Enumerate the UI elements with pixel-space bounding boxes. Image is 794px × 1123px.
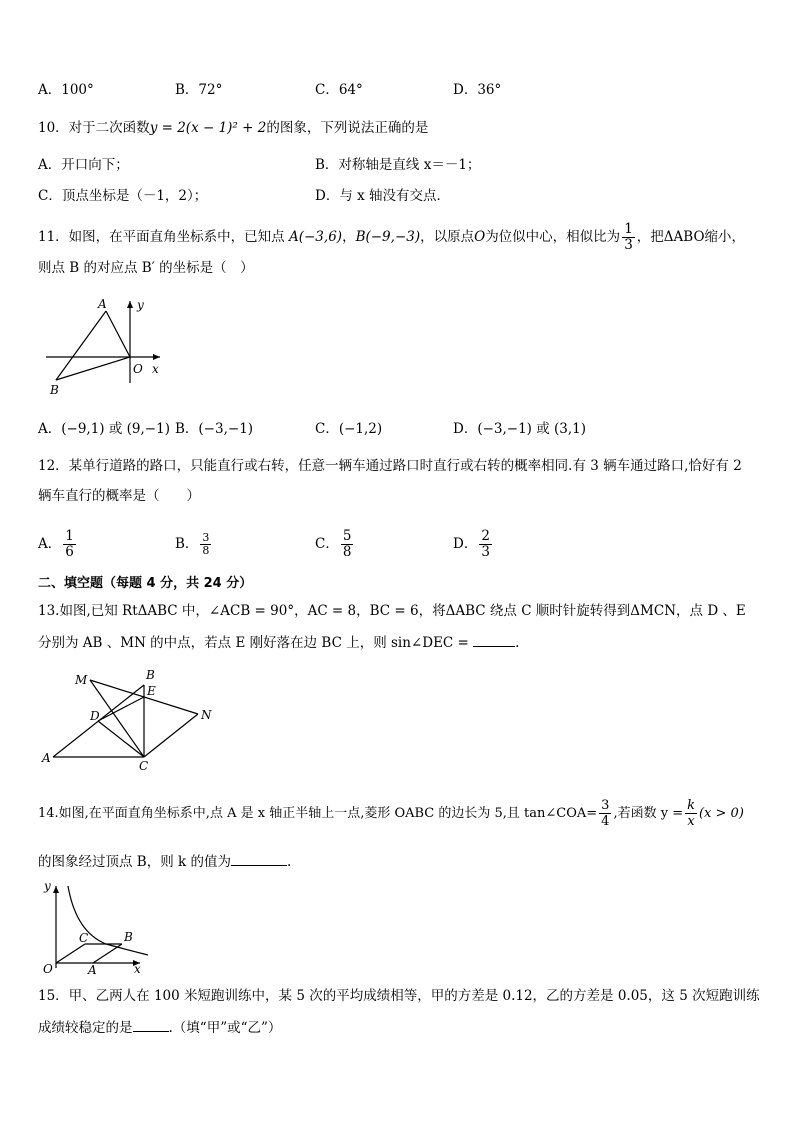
q14-period: . [286, 854, 292, 870]
q13-text: 分别为 AB 、MN 的中点，若点 E 刚好落在边 BC 上，则 sin∠DEC = [38, 635, 469, 651]
q12-option-c-num: 5 [342, 528, 352, 544]
q11-stem-line2: 则点 B 的对应点 B′ 的坐标是（ ） [38, 260, 254, 276]
q12-option-d-label: D． [453, 536, 478, 552]
q13-label-m: M [75, 673, 88, 687]
q11-segment-ab [56, 311, 106, 380]
q14-function-num: k [687, 798, 695, 813]
q13-stem-line2 [38, 632, 519, 653]
q13-label-n: N [201, 708, 212, 722]
q10-formula: y = 2(x − 1)² + 2 [149, 120, 267, 136]
q11-option-b: B．(−3,−1) [175, 421, 254, 437]
q11-ratio-num: 1 [624, 221, 633, 237]
q14-tan-den: 4 [601, 814, 610, 829]
q10-prefix: 10．对于二次函数 [38, 120, 150, 136]
q11-label-a: A [98, 297, 107, 311]
q10-option-d: D．与 x 轴没有交点． [315, 188, 451, 204]
q12-option-b-label: B． [175, 536, 199, 552]
q12-option-b-fraction [200, 532, 211, 557]
q12-option-a-label: A． [38, 536, 62, 552]
q13-segment-cn [144, 714, 198, 757]
q13-stem-line1: 13.如图,已知 RtΔABC 中，∠ACB = 90°，AC = 8，BC = 6，将ΔABC 绕点 C 顺时针旋转得到ΔMCN，点 D 、E [38, 603, 746, 619]
q12-option-c [315, 526, 355, 562]
q14-function-fraction [685, 798, 697, 829]
q14-text-b: ,若函数 y = [613, 806, 684, 821]
q12-option-d-fraction [479, 529, 492, 560]
q14-tan-num: 3 [601, 798, 610, 813]
q12-option-d-num: 2 [481, 528, 490, 544]
q14-label-b: B [124, 930, 133, 944]
q13-label-c: C [139, 759, 149, 773]
q13-label-e: E [147, 684, 156, 698]
q14-text-c: (x > 0) [698, 806, 744, 821]
q14-y-arrow [53, 886, 59, 893]
q12-option-b-den: 8 [202, 544, 210, 557]
q9-option-c: C．64° [315, 82, 363, 98]
q14-stem-line2 [38, 851, 291, 872]
q11-option-a: A．(−9,1) 或 (9,−1) [38, 421, 170, 437]
q12-option-a-den: 6 [65, 544, 74, 560]
q15-stem-line2 [38, 1017, 281, 1038]
q11-text-c: 为位似中心，相似比为 [485, 229, 621, 245]
q14-label-x: x [134, 962, 141, 976]
q11-option-d: D．(−3,−1) 或 (3,1) [453, 421, 587, 437]
q11-label-b: B [50, 383, 59, 397]
q13-answer-blank[interactable] [473, 632, 515, 647]
q9-option-d: D．36° [453, 82, 502, 98]
q11-segment-bo [56, 357, 130, 380]
q12-option-a-fraction [63, 529, 76, 560]
q13-figure [40, 668, 230, 773]
q13-segment-dc [98, 721, 144, 757]
q14-label-y: y [44, 879, 51, 893]
q12-option-c-den: 8 [342, 544, 352, 560]
q10-option-b: B．对称轴是直线 x＝－1； [315, 157, 481, 173]
q14-label-c: C [79, 931, 89, 945]
q12-stem-line2: 辆车直行的概率是（ ） [38, 488, 200, 504]
q11-ratio-den: 3 [624, 237, 633, 253]
q12-option-c-fraction [341, 529, 354, 560]
q11-origin: O [474, 229, 486, 245]
q11-text-d: ，把ΔABO缩小， [636, 229, 746, 245]
q11-ratio-fraction [622, 222, 635, 253]
section2-title: 二、填空题（每题 4 分，共 24 分） [38, 576, 253, 591]
q13-label-b: B [146, 668, 155, 682]
q12-option-c-label: C． [315, 536, 339, 552]
q12-option-b-num: 3 [202, 531, 210, 544]
q11-label-y: y [137, 298, 144, 312]
q11-option-c: C．(−1,2) [315, 421, 383, 437]
q10-suffix: 的图象，下列说法正确的是 [266, 120, 429, 136]
q10-stem [38, 118, 428, 138]
q11-point-b: B(−9,−3) [355, 229, 421, 245]
q11-label-x: x [152, 362, 159, 376]
q14-function-den: x [687, 814, 695, 829]
q9-option-a: A．100° [38, 82, 94, 98]
q11-segment-oa [106, 311, 130, 357]
q12-stem-line1: 12．某单行道路的路口，只能直行或右转，任意一辆车通过路口时直行或右转的概率相同.有 3 辆车通过路口,恰好有 2 [38, 458, 742, 474]
q12-option-a-num: 1 [65, 528, 74, 544]
q14-stem-line1 [38, 796, 744, 832]
q15-text-a: 成绩较稳定的是 [38, 1020, 133, 1036]
q11-y-arrow [127, 301, 133, 308]
q11-label-o: O [133, 362, 143, 376]
q14-tan-fraction [599, 798, 611, 829]
q9-option-b: B．72° [175, 82, 223, 98]
q10-option-a: A．开口向下； [38, 157, 129, 173]
q11-text-b: ，以原点 [420, 229, 475, 245]
q11-x-arrow [153, 354, 160, 360]
q11-point-a: A(−3,6) [288, 229, 343, 245]
q11-figure [40, 295, 170, 395]
q14-text-a: 14.如图,在平面直角坐标系中,点 A 是 x 轴正半轴上一点,菱形 OABC 的边长为 5,且 tan∠COA= [38, 806, 598, 821]
q14-figure [40, 880, 165, 975]
q14-label-a: A [88, 963, 97, 977]
q10-option-c: C．顶点坐标是（－1，2）； [38, 188, 208, 204]
q13-period: . [515, 635, 520, 651]
q12-option-b [175, 526, 213, 562]
q15-text-b: .（填“甲”或“乙”） [168, 1020, 282, 1036]
q15-stem-line1: 15．甲、乙两人在 100 米短跑训练中，某 5 次的平均成绩相等，甲的方差是 0.12，乙的方差是 0.05，这 5 次短跑训练 [38, 988, 760, 1004]
q15-answer-blank[interactable] [133, 1017, 169, 1032]
q14-text-line2: 的图象经过顶点 B，则 k 的值为 [38, 854, 231, 870]
q13-label-a: A [42, 751, 51, 765]
q14-label-o: O [43, 962, 53, 976]
q12-option-d-den: 3 [481, 544, 490, 560]
q11-stem-line1: 11．如图，在平面直角坐标系中，已知点 A(−3,6)，B(−9,−3)，以原点O为位似中心，相似比为 $\frac{1}{3}$ ，把ΔABO缩小， [38, 221, 746, 253]
q14-answer-blank[interactable] [231, 851, 287, 866]
q12-option-d [453, 526, 494, 562]
q14-segment-oc [56, 944, 85, 963]
q12-option-a [38, 526, 78, 562]
q11-text-a: 11．如图，在平面直角坐标系中，已知点 [38, 229, 285, 245]
q13-label-d: D [90, 709, 100, 723]
